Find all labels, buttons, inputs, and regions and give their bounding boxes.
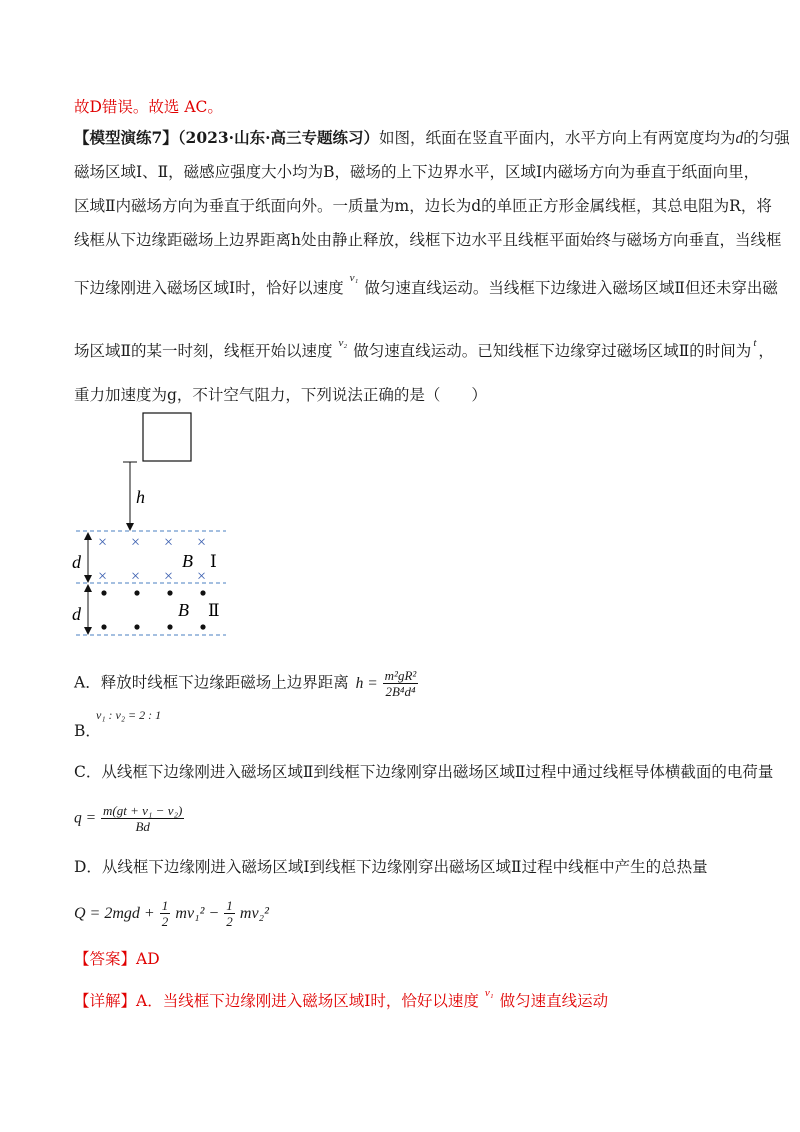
label-B-region-1: B [182, 551, 193, 571]
problem-line-3: 区域Ⅱ内磁场方向为垂直于纸面向外。一质量为m，边长为d的单匝正方形金属线框，其总电阻为R，将 [74, 197, 772, 215]
label-d1: d [72, 552, 81, 572]
option-b-label: B． [74, 722, 101, 740]
cross-mark: × [197, 568, 207, 585]
symbol-v1: v₁ [349, 272, 359, 284]
d2-arrow-up [84, 584, 92, 592]
detail-symbol-v1: v₁ [484, 987, 494, 999]
problem-line-5: 下边缘刚进入磁场区域Ⅰ时，恰好以速度$^{v_1}$做匀速直线运动。当线框下边缘进入磁场区域Ⅱ但还未穿出磁 [74, 272, 778, 297]
answer-line [74, 948, 160, 970]
dot-mark [134, 590, 139, 595]
option-d-text: D．从线框下边缘刚进入磁场区域Ⅰ到线框下边缘刚穿出磁场区域Ⅱ过程中线框中产生的总热量 [74, 858, 708, 876]
cross-mark: × [131, 534, 141, 551]
option-c-formula: q = $\frac{\text{m(gt + v₁ − v₂)}}{Bd}$ [74, 803, 183, 834]
cross-mark: × [98, 534, 108, 551]
dot-mark [200, 590, 205, 595]
field-out-of-page-dots [101, 590, 205, 629]
problem-line-6: 场区域Ⅱ的某一时刻，线框开始以速度 $^{v_2}$ 做匀速直线运动。已知线框下边缘穿过磁场区域Ⅱ的时间为 $^t$ ， [74, 337, 774, 360]
option-b-formula: v₁ : v₂ = 2 : 1 [96, 708, 162, 722]
label-h: h [136, 487, 145, 507]
detail-label: 【详解】 [74, 992, 137, 1010]
option-a-fraction: $\frac{\text{m²gR²}}{\text{2B⁴d⁴}}$ [384, 668, 417, 699]
dot-mark [101, 590, 106, 595]
cross-mark: × [197, 534, 207, 551]
label-region-2: Ⅱ [208, 601, 220, 620]
problem-line-7: 重力加速度为g，不计空气阻力，下列说法正确的是（ ） [74, 386, 487, 404]
answer-value: AD [136, 950, 160, 968]
cross-mark: × [131, 568, 141, 585]
d2-arrow-down [84, 627, 92, 635]
option-d-fraction-2: $\frac{1}{2}$ [226, 898, 233, 929]
problem-tag: 【模型演练7】 [74, 128, 178, 147]
option-c-text: C．从线框下边缘刚进入磁场区域Ⅱ到线框下边缘刚穿出磁场区域Ⅱ过程中通过线框导体横截面的电荷量 [74, 763, 774, 781]
previous-answer-conclusion: 故D错误。故选 AC。 [74, 98, 223, 116]
option-d-fraction-1: $\frac{1}{2}$ [161, 898, 169, 929]
cross-mark: × [164, 534, 174, 551]
problem-line-4: 线框从下边缘距磁场上边界距离h处由静止释放，线框下边水平且线框平面始终与磁场方向垂直，当线框 [74, 231, 782, 249]
cross-mark: × [164, 568, 174, 585]
symbol-v2: v₂ [338, 337, 348, 349]
dot-mark [167, 590, 172, 595]
label-B-region-2: B [178, 600, 189, 620]
square-loop-shape [143, 413, 191, 461]
option-c-fraction: $\frac{\text{m(gt + v₁ − v₂)}}{Bd}$ [103, 803, 183, 834]
symbol-t: t [753, 337, 757, 349]
option-a-lhs: h = [355, 674, 378, 692]
option-a: A．释放时线框下边缘距磁场上边界距离 h = $\frac{\text{m²gR²}}{\text{2B⁴d⁴}}$ [74, 668, 417, 699]
dot-mark [134, 624, 139, 629]
cross-mark: × [98, 568, 108, 585]
d1-arrow-down [84, 575, 92, 583]
problem-line-2: 磁场区域Ⅰ、Ⅱ，磁感应强度大小均为B，磁场的上下边界水平，区域Ⅰ内磁场方向为垂直于纸面向里， [74, 163, 760, 181]
answer-label: 【答案】 [74, 950, 137, 968]
dot-mark [200, 624, 205, 629]
problem-line-1: 【模型演练7】（2023·山东·高三专题练习）如图，纸面在竖直平面内，水平方向上有两宽度均为d的匀强 [74, 128, 790, 147]
problem-source: （2023·山东·高三专题练习） [177, 128, 379, 147]
detail-line: 【详解】A．当线框下边缘刚进入磁场区域Ⅰ时，恰好以速度 $^{v_1}$ 做匀速直线运动 [74, 987, 609, 1010]
magnetic-field-figure [60, 405, 240, 645]
d1-arrow-up [84, 532, 92, 540]
option-d-formula: Q = 2mgd + $\frac{1}{2}$ mv₁² − $\frac{1}{2}$ mv₂² [74, 898, 269, 929]
dot-mark [101, 624, 106, 629]
label-d2: d [72, 604, 81, 624]
h-arrow-head [126, 523, 134, 531]
dot-mark [167, 624, 172, 629]
label-region-1: Ⅰ [210, 552, 217, 571]
